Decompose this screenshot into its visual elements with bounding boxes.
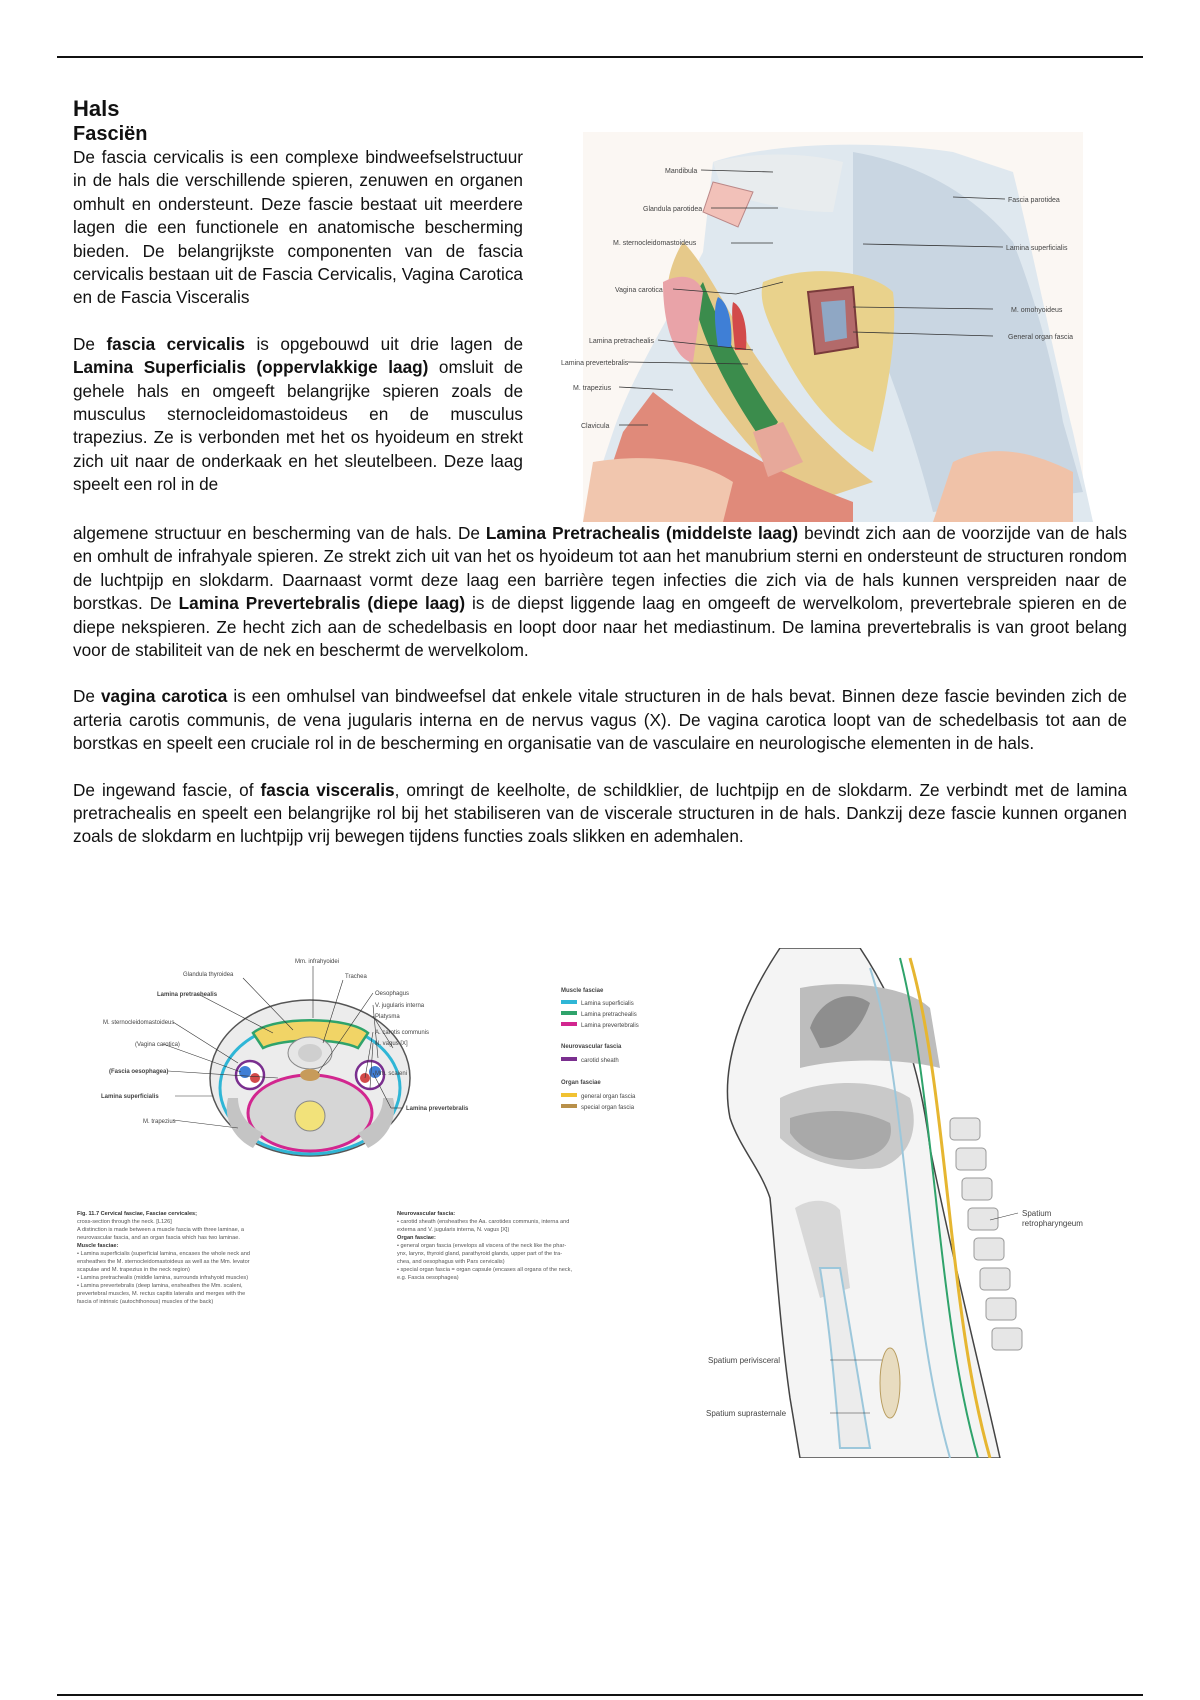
section-title: Fasciën [73,123,148,145]
legend-prevertebralis: Lamina prevertebralis [581,1023,639,1029]
label-lamina-prevertebralis: Lamina prevertebralis [406,1106,469,1112]
legend-swatch-prevertebralis [561,1022,577,1026]
label-scm: M. sternocleidomastoideus [103,1020,175,1026]
label-clavicula: Clavicula [581,423,610,430]
fascia-cervicalis-paragraph-start: De fascia cervicalis is opgebouwd uit drie lagen de Lamina Superficialis (oppervlakkige laag) omsluit de gehele hals en omgeeft belangrijke spieren zoals de musculus sternocleidomastoideus en de musculus trapezius. Ze is verbonden met het os hyoideum en strekt zich uit naar de onderkaak en het sleutelbeen. Deze laag speelt een rol in de [73,333,523,495]
caption-organ-heading: Organ fasciae: [397,1235,436,1241]
caption-line-1: A distinction is made between a muscle fascia with three laminae, a [77,1227,244,1233]
label-trachea: Trachea [345,974,367,980]
label-omohyoideus: M. omohyoideus [1011,307,1063,314]
caption-bullet-3c: fascia of intrinsic (autochthonous) muscles of the back) [77,1299,214,1305]
sagittal-section-illustration [700,948,1130,1458]
intro-row [73,146,1127,522]
label-vagina-carotica: Vagina carotica [615,287,663,294]
fascia-visceralis-paragraph: De ingewand fascie, of fascia visceralis, omringt de keelholte, de schildklier, de luchtpijp en de slokdarm. Ze verbindt met de lamina pretrachealis en speelt een belangrijke rol bij het stabiliseren van de viscerale structuren in de hals. Dankzij deze fascie kunnen organen zoals de slokdarm en luchtpijp vrij bewegen tijdens functies zoals slikken en ademhalen. [73,779,1127,847]
label-mm-scaleni: Mm. scaleni [375,1071,408,1077]
label-general-organ-fascia: General organ fascia [1008,334,1073,341]
legend-swatch-carotid [561,1057,577,1061]
label-trapezius: M. trapezius [143,1119,176,1125]
cross-section-figure [73,948,703,1368]
page-title: Hals [73,96,120,121]
caption-organ-1: • general organ fascia (envelops all viscera of the neck like the phar- [397,1243,567,1249]
neck-fascia-illustration [553,132,1109,522]
caption-organ-1b: ynx, larynx, thyroid gland, parathyroid glands, upper part of the tra- [397,1251,563,1257]
legend-neuro-title: Neurovascular fascia [561,1044,622,1050]
legend-general: general organ fascia [581,1094,636,1100]
caption-bullet-3: • Lamina prevertebralis (deep lamina, ensheathes the Mm. scaleni, [77,1283,243,1289]
top-rule [57,56,1143,58]
caption-bullet-3b: prevertebral muscles, M. rectus capitis lateralis and merges with the [77,1291,246,1297]
caption-neuro-1b: externa and V. jugularis interna, N. vagus [X]) [397,1227,510,1233]
caption-line-2: neurovascular fascia, and an organ fascia which has two laminae. [77,1235,240,1241]
caption-bullet-1: • Lamina superficialis (superficial lamina, encases the whole neck and [77,1251,250,1257]
legend-superficialis: Lamina superficialis [581,1001,634,1007]
caption-organ-2b: e.g. Fascia oesophagea) [397,1275,459,1281]
legend-swatch-pretrachealis [561,1011,577,1015]
caption-title: Fig. 11.7 Cervical fasciae, Fasciae cervicales; [77,1211,198,1217]
label-glandula-thyroidea: Glandula thyroidea [183,972,234,978]
legend-swatch-special [561,1104,577,1108]
caption-neuro-1: • carotid sheath (ensheathes the Aa. carotides communis, interna and [397,1219,570,1225]
caption-intro: cross-section through the neck. [L126] [77,1219,172,1225]
fascia-cervicalis-paragraph-continued: algemene structuur en bescherming van de hals. De Lamina Pretrachealis (middelste laag) bevindt zich aan de voorzijde van de hals en omhult de infrahyale spieren. Ze strekt zich uit van het os hyoideum tot aan het manubrium sterni en ondersteunt de structuren rondom de luchtpijp en slokdarm. Daarnaast vormt deze laag een barrière tegen infecties die zich via de hals kunnen verspreiden naar de borstkas. De Lamina Prevertebralis (diepe laag) is de diepst liggende laag en omgeeft de wervelkolom, prevertebrale spieren en de diepe nekspieren. Ze hecht zich aan de schedelbasis en loopt door naar het mediastinum. De lamina prevertebralis is van groot belang voor de stabiliteit van de nek en beschermt de wervelkolom. [73,523,1127,661]
label-fascia-parotidea: Fascia parotidea [1008,197,1060,204]
legend-swatch-superficialis [561,1000,577,1004]
legend-special: special organ fascia [581,1105,635,1111]
intro-column [73,146,523,497]
label-platysma: Platysma [375,1014,400,1020]
caption-organ-1c: chea, and oesophagus with Pars cervicalis) [397,1259,505,1265]
sagittal-section-figure [700,948,1130,1458]
label-mm-infrahyoidei: Mm. infrahyoidei [295,959,340,965]
label-lamina-prevertebralis: Lamina prevertebralis [561,360,629,367]
cross-section-legend [561,988,639,1111]
label-lamina-superficialis: Lamina superficialis [101,1094,159,1100]
caption-muscle-heading: Muscle fasciae: [77,1243,119,1249]
label-lamina-pretrachealis: Lamina pretrachealis [589,338,654,345]
neck-fascia-figure [553,132,1109,522]
label-lamina-superficialis: Lamina superficialis [1006,245,1068,252]
label-acc: A. carotis communis [375,1030,430,1036]
cross-section-caption [77,1211,572,1305]
label-spatium-retropharyngeum-1: Spatium [1022,1209,1052,1218]
label-spatium-retropharyngeum-2: retropharyngeum [1022,1219,1083,1228]
label-scm: M. sternocleidomastoideus [613,240,697,247]
label-fascia-oesophagea: (Fascia oesophagea) [109,1069,169,1075]
caption-neuro-heading: Neurovascular fascia: [397,1211,456,1217]
label-trapezius: M. trapezius [573,385,612,392]
bottom-rule [57,1694,1143,1696]
label-spatium-perivisceral: Spatium perivisceral [708,1356,781,1365]
cross-section-illustration [73,948,703,1368]
legend-swatch-general [561,1093,577,1097]
legend-carotid: carotid sheath [581,1058,619,1064]
vagina-carotica-paragraph: De vagina carotica is een omhulsel van bindweefsel dat enkele vitale structuren in de hals bevat. Binnen deze fascie bevinden zich de arteria carotis communis, de vena jugularis interna en de nervus vagus (X). De vagina carotica loopt van de schedelbasis tot aan de borstkas en speelt een cruciale rol in de bescherming en organisatie van de vasculaire en neurologische elementen in de hals. [73,686,1127,754]
label-oesophagus: Oesophagus [375,991,410,997]
intro-paragraph: De fascia cervicalis is een complexe bindweefselstructuur in de hals die verschillende spieren, zenuwen en organen omhult en ondersteunt. Deze fascie bestaat uit meerdere lagen die een functionele en anatomische bescherming bieden. De belangrijkste componenten van de fascia cervicalis bestaan uit de Fascia Cervicalis, Vagina Carotica en de Fascia Visceralis [73,147,523,308]
caption-organ-2: • special organ fascia = organ capsule (encases all organs of the neck, [397,1267,573,1273]
legend-organ-title: Organ fasciae [561,1080,601,1086]
label-mandibula: Mandibula [665,168,698,175]
legend-pretrachealis: Lamina pretrachealis [581,1012,637,1018]
label-vagus: N. vagus [X] [375,1041,408,1047]
caption-bullet-2: • Lamina pretrachealis (middle lamina, surrounds infrahyoid muscles) [77,1275,249,1281]
caption-bullet-1c: scapulae and M. trapezius in the neck region) [77,1267,190,1273]
label-lamina-pretrachealis: Lamina pretrachealis [157,992,218,998]
document-body [73,96,1127,849]
caption-bullet-1b: ensheathes the M. sternocleidomastoideus as well as the Mm. levator [77,1259,250,1265]
label-spatium-suprasternale: Spatium suprasternale [706,1409,787,1418]
label-vagina-carotica: (Vagina carotica) [135,1042,180,1048]
legend-muscle-title: Muscle fasciae [561,988,604,994]
label-glandula-parotidea: Glandula parotidea [643,206,703,213]
label-vji: V. jugularis interna [375,1003,425,1009]
